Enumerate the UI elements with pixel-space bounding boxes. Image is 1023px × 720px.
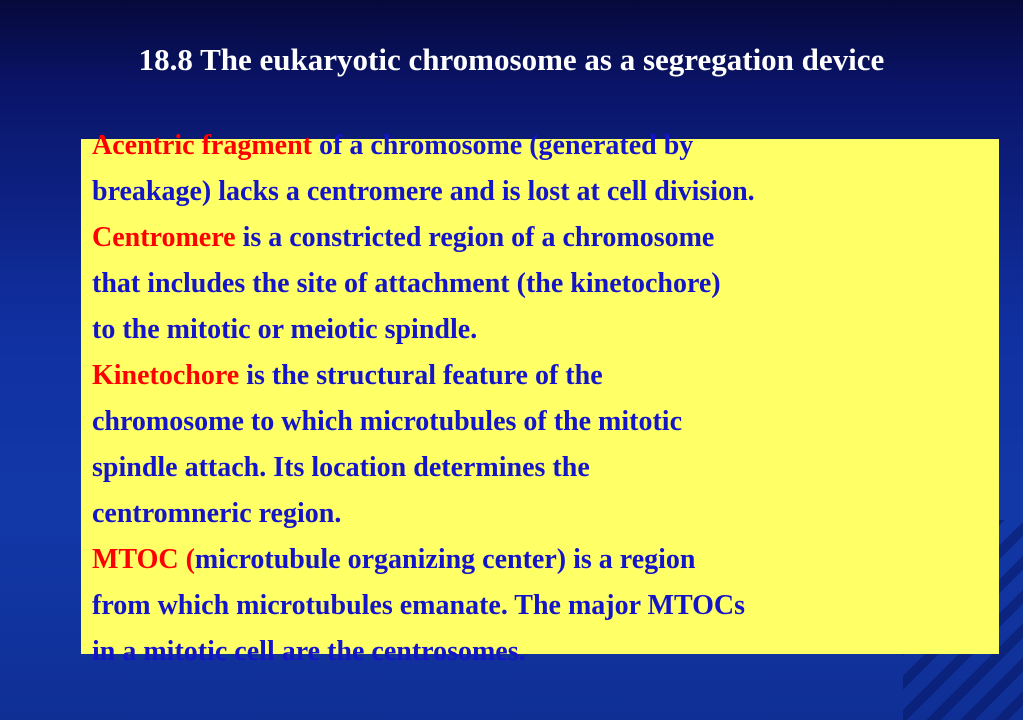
text-line bbox=[92, 445, 1022, 491]
term-mtoc: MTOC ( bbox=[92, 544, 195, 575]
definitions-text bbox=[92, 123, 1022, 675]
line-text: that includes the site of attachment (the kinetochore) bbox=[92, 268, 721, 299]
term-acentric-fragment: Acentric fragment bbox=[92, 130, 313, 161]
line-text: is a constricted region of a chromosome bbox=[235, 222, 715, 253]
term-kinetochore: Kinetochore bbox=[92, 360, 240, 391]
term-centromere: Centromere bbox=[92, 222, 236, 253]
line-text: is the structural feature of the bbox=[239, 360, 603, 391]
line-text: breakage) lacks a centromere and is lost at cell division. bbox=[92, 176, 755, 207]
slide-title: 18.8 The eukaryotic chromosome as a segregation device bbox=[138, 42, 885, 77]
line-text: chromosome to which microtubules of the mitotic bbox=[92, 406, 682, 437]
line-text: microtubule organizing center) is a region bbox=[194, 544, 696, 575]
text-line bbox=[92, 491, 1022, 537]
text-line bbox=[92, 169, 1022, 215]
line-text: centromneric region. bbox=[92, 498, 342, 529]
text-line bbox=[92, 353, 1022, 399]
text-line bbox=[92, 261, 1022, 307]
line-text: to the mitotic or meiotic spindle. bbox=[92, 314, 478, 345]
text-line bbox=[92, 307, 1022, 353]
text-line bbox=[92, 583, 1022, 629]
text-line bbox=[92, 629, 1022, 675]
text-line bbox=[92, 123, 1022, 169]
text-line bbox=[92, 537, 1022, 583]
line-text: in a mitotic cell are the centrosomes. bbox=[92, 636, 526, 667]
text-line bbox=[92, 215, 1022, 261]
text-line bbox=[92, 399, 1022, 445]
line-text: from which microtubules emanate. The major MTOCs bbox=[92, 590, 746, 621]
line-text: spindle attach. Its location determines the bbox=[92, 452, 590, 483]
line-text: of a chromosome (generated by bbox=[312, 130, 694, 161]
